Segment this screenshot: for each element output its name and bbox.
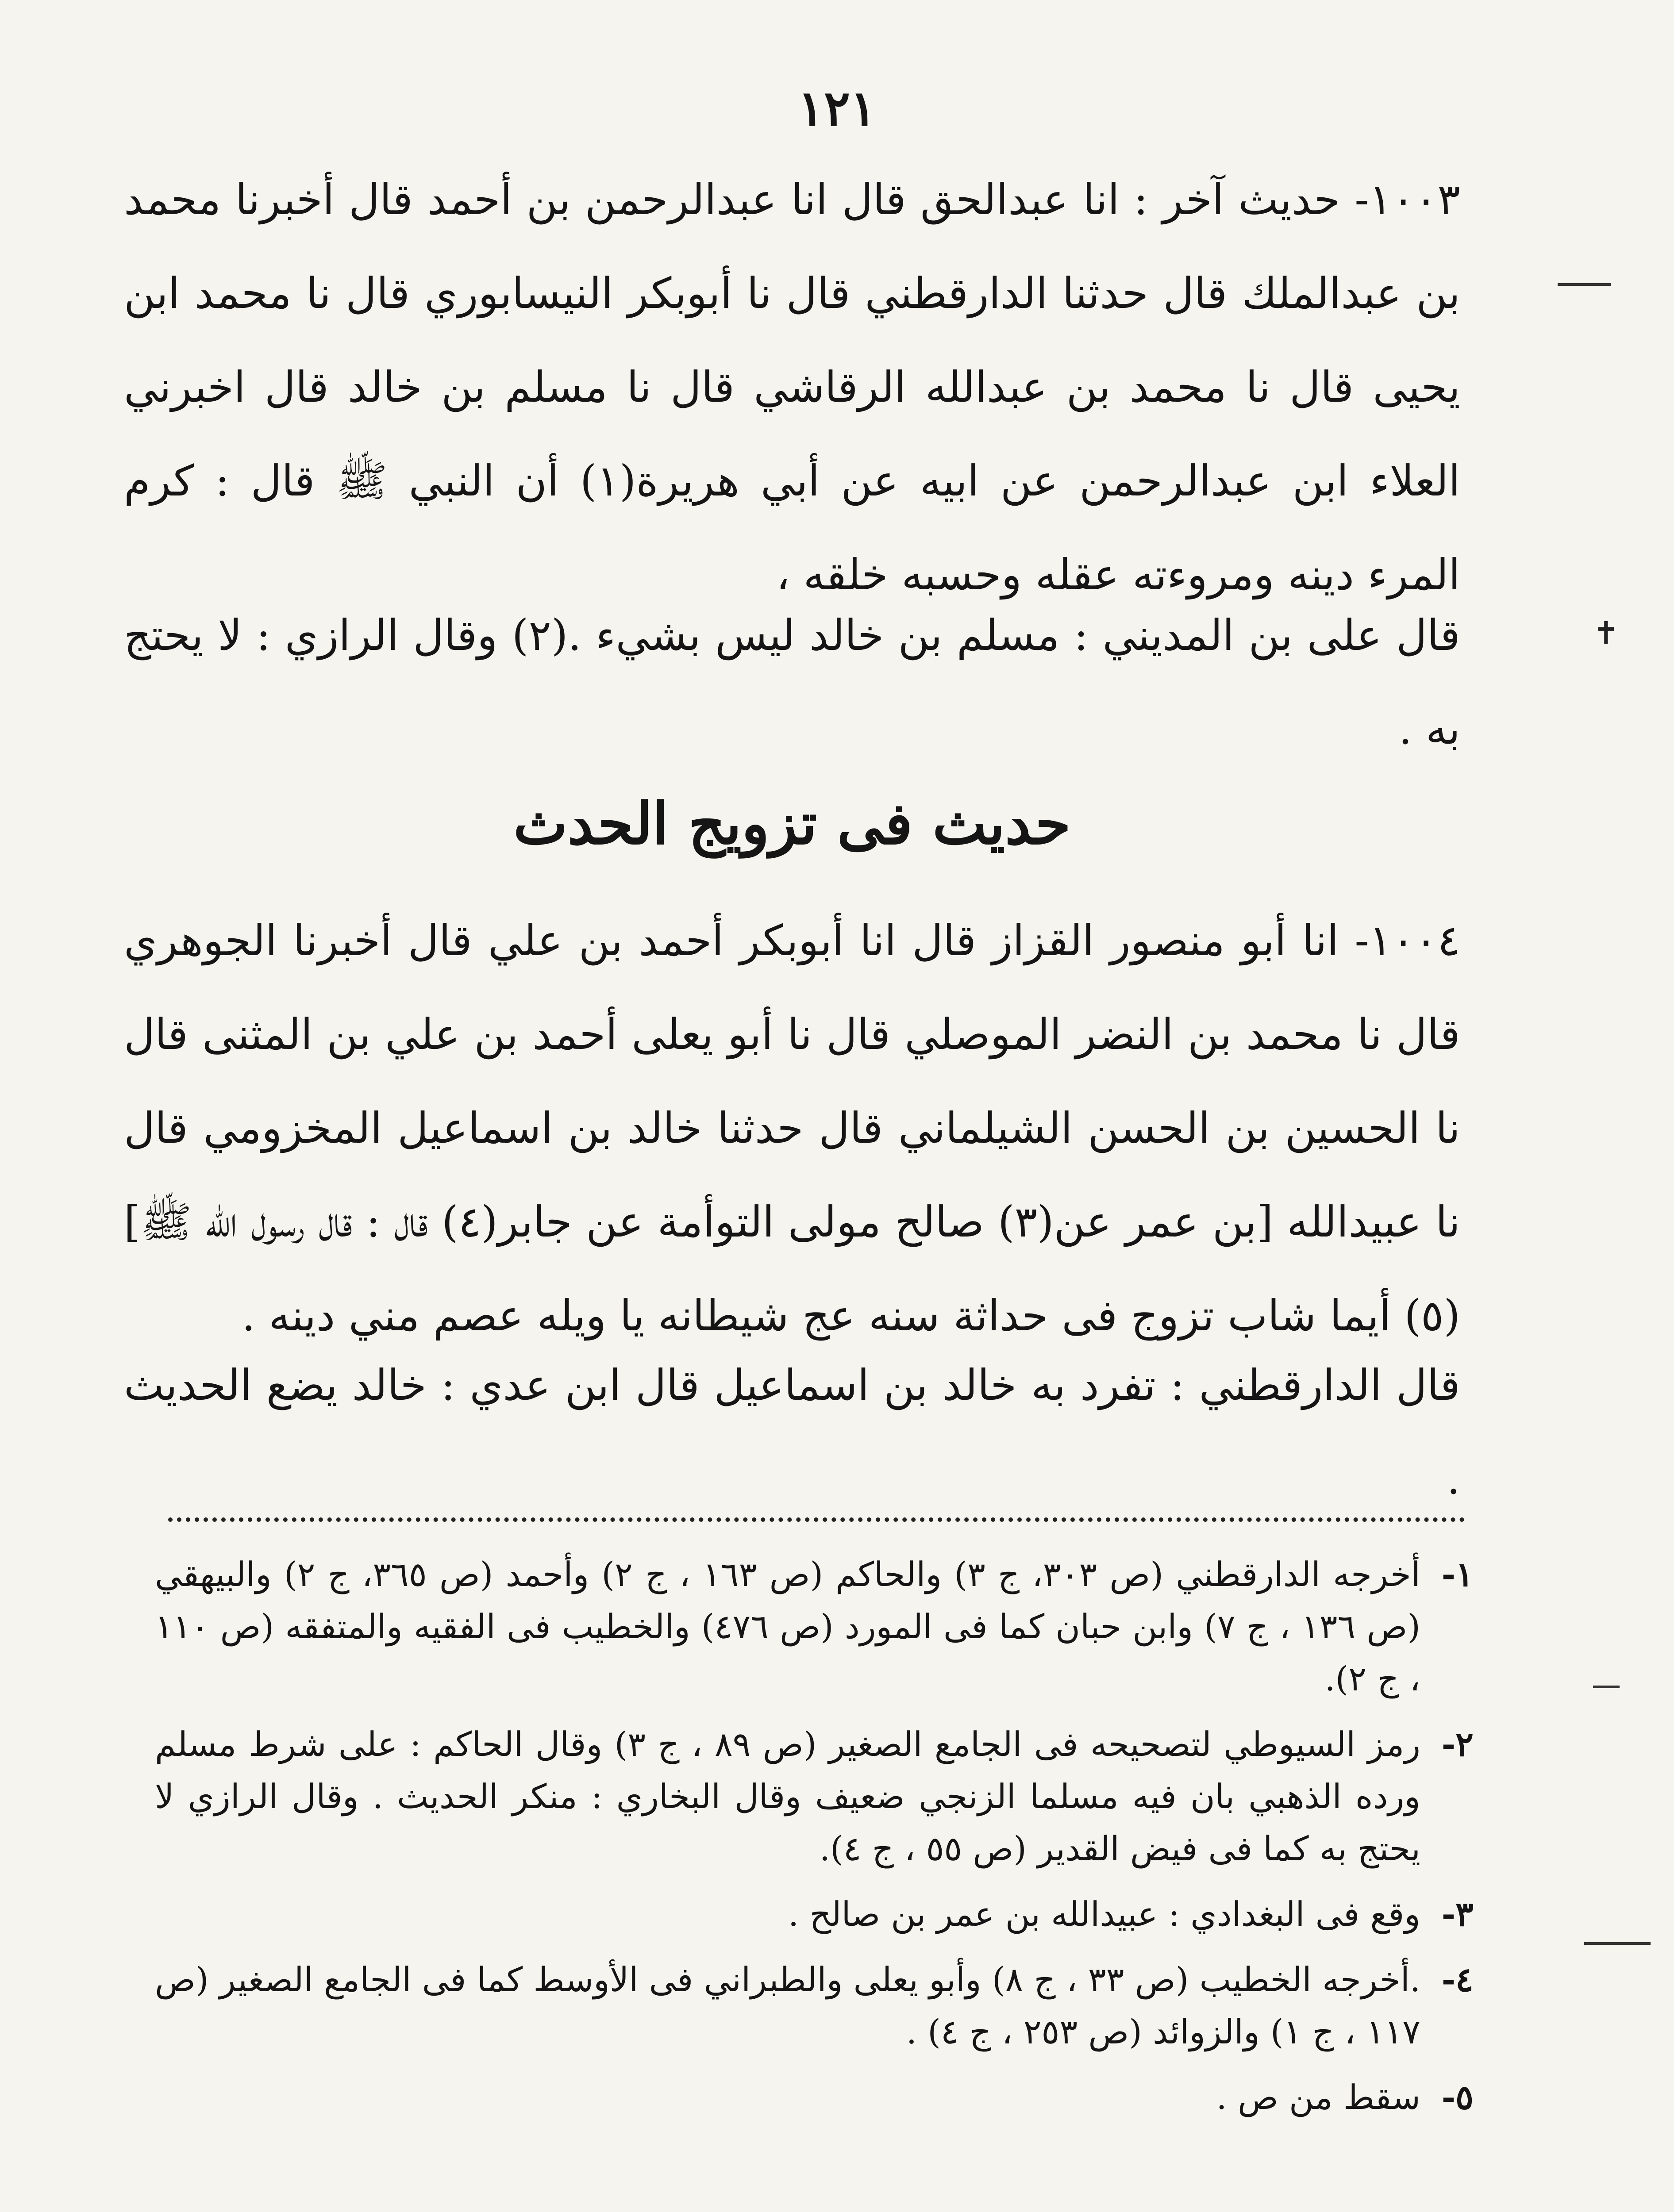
footnote-marker: ٣- (1441, 1894, 1474, 1934)
footnote-marker: ٤- (1441, 1960, 1474, 1999)
margin-mark: ✝ (1593, 615, 1619, 651)
margin-mark (1593, 1686, 1620, 1688)
footnote-text: رمز السيوطي لتصحيحه فى الجامع الصغير (ص ٨٩ ، ج ٣) وقال الحاكم : على شرط مسلم ورده الذهبي بان فيه مسلما الزنجي ضعيف وقال البخاري : منكر الحديث . وقال الرازي لا يحتج به كما فى فيض القدير (ص ٥٥ ، ج ٤). (155, 1724, 1421, 1868)
hadith-1003-commentary (124, 588, 1460, 776)
footnote-text: سقط من ص . (1216, 2078, 1420, 2117)
hadith-1003-note: قال على بن المديني : مسلم بن خالد ليس بشيء .(٢) وقال الرازي : لا يحتج به . (124, 611, 1461, 754)
footnote-4 (155, 1954, 1474, 2058)
hadith-1004-text: ١٠٠٤- انا أبو منصور القزاز قال انا أبوبكر أحمد بن علي قال أخبرنا الجوهري قال نا محمد بن النضر الموصلي قال نا أبو يعلى أحمد بن علي بن المثنى قال نا الحسين بن الحسن الشيلماني قال حدثنا خالد بن اسماعيل المخزومي قال نا عبيدالله [بن عمر عن(٣) صالح مولى التوأمة عن جابر(٤) قال : قال رسول الله ﷺ](٥) أيما شاب تزوج فى حداثة سنه عج شيطانه يا ويله عصم مني دينه . (124, 916, 1461, 1340)
footnote-text: .أخرجه الخطيب (ص ٣٣ ، ج ٨) وأبو يعلى والطبراني فى الأوسط كما فى الجامع الصغير (ص ١١٧ ، ج ١) والزوائد (ص ٢٥٣ ، ج ٤) . (155, 1960, 1421, 2051)
margin-mark (1558, 283, 1611, 286)
footnotes (155, 1548, 1474, 2137)
section-heading: حديث فى تزويج الحدث (513, 790, 1071, 857)
footnote-marker: ٥- (1441, 2078, 1474, 2117)
footnote-5 (155, 2071, 1474, 2124)
footnote-3 (155, 1888, 1474, 1940)
footnote-text: وقع فى البغدادي : عبيدالله بن عمر بن صالح . (788, 1894, 1420, 1934)
hadith-1004-paragraph (124, 894, 1460, 1363)
hadith-1003-text: ١٠٠٣- حديث آخر : انا عبدالحق قال انا عبدالرحمن بن أحمد قال أخبرنا محمد بن عبدالملك قال حدثنا الدارقطني قال نا أبوبكر النيسابوري قال نا محمد ابن يحيى قال نا محمد بن عبدالله الرقاشي قال نا مسلم بن خالد قال اخبرني العلاء ابن عبدالرحمن عن ابيه عن أبي هريرة(١) أن النبي ﷺ قال : كرم المرء دينه ومروءته عقله وحسبه خلقه ، (124, 175, 1461, 599)
hadith-1004-note: قال الدارقطني : تفرد به خالد بن اسماعيل قال ابن عدي : خالد يضع الحديث . (124, 1360, 1460, 1504)
footnote-divider (168, 1517, 1465, 1522)
hadith-1003-paragraph (124, 153, 1460, 622)
page-number: ١٢١ (797, 80, 877, 137)
footnote-text: أخرجه الدارقطني (ص ٣٠٣، ج ٣) والحاكم (ص ١٦٣ ، ج ٢) وأحمد (ص ٣٦٥، ج ٢) والبيهقي (ص ١٣٦ ، ج ٧) وابن حبان كما فى المورد (ص ٤٧٦) والخطيب فى الفقيه والمتفقه (ص ١١٠ ، ج ٢). (155, 1555, 1421, 1698)
margin-mark (1584, 1942, 1651, 1945)
footnote-marker: ٢- (1441, 1724, 1474, 1764)
hadith-1004-commentary (124, 1338, 1460, 1526)
footnote-marker: ١- (1441, 1555, 1474, 1594)
footnote-1 (155, 1548, 1474, 1705)
footnote-2 (155, 1718, 1474, 1875)
